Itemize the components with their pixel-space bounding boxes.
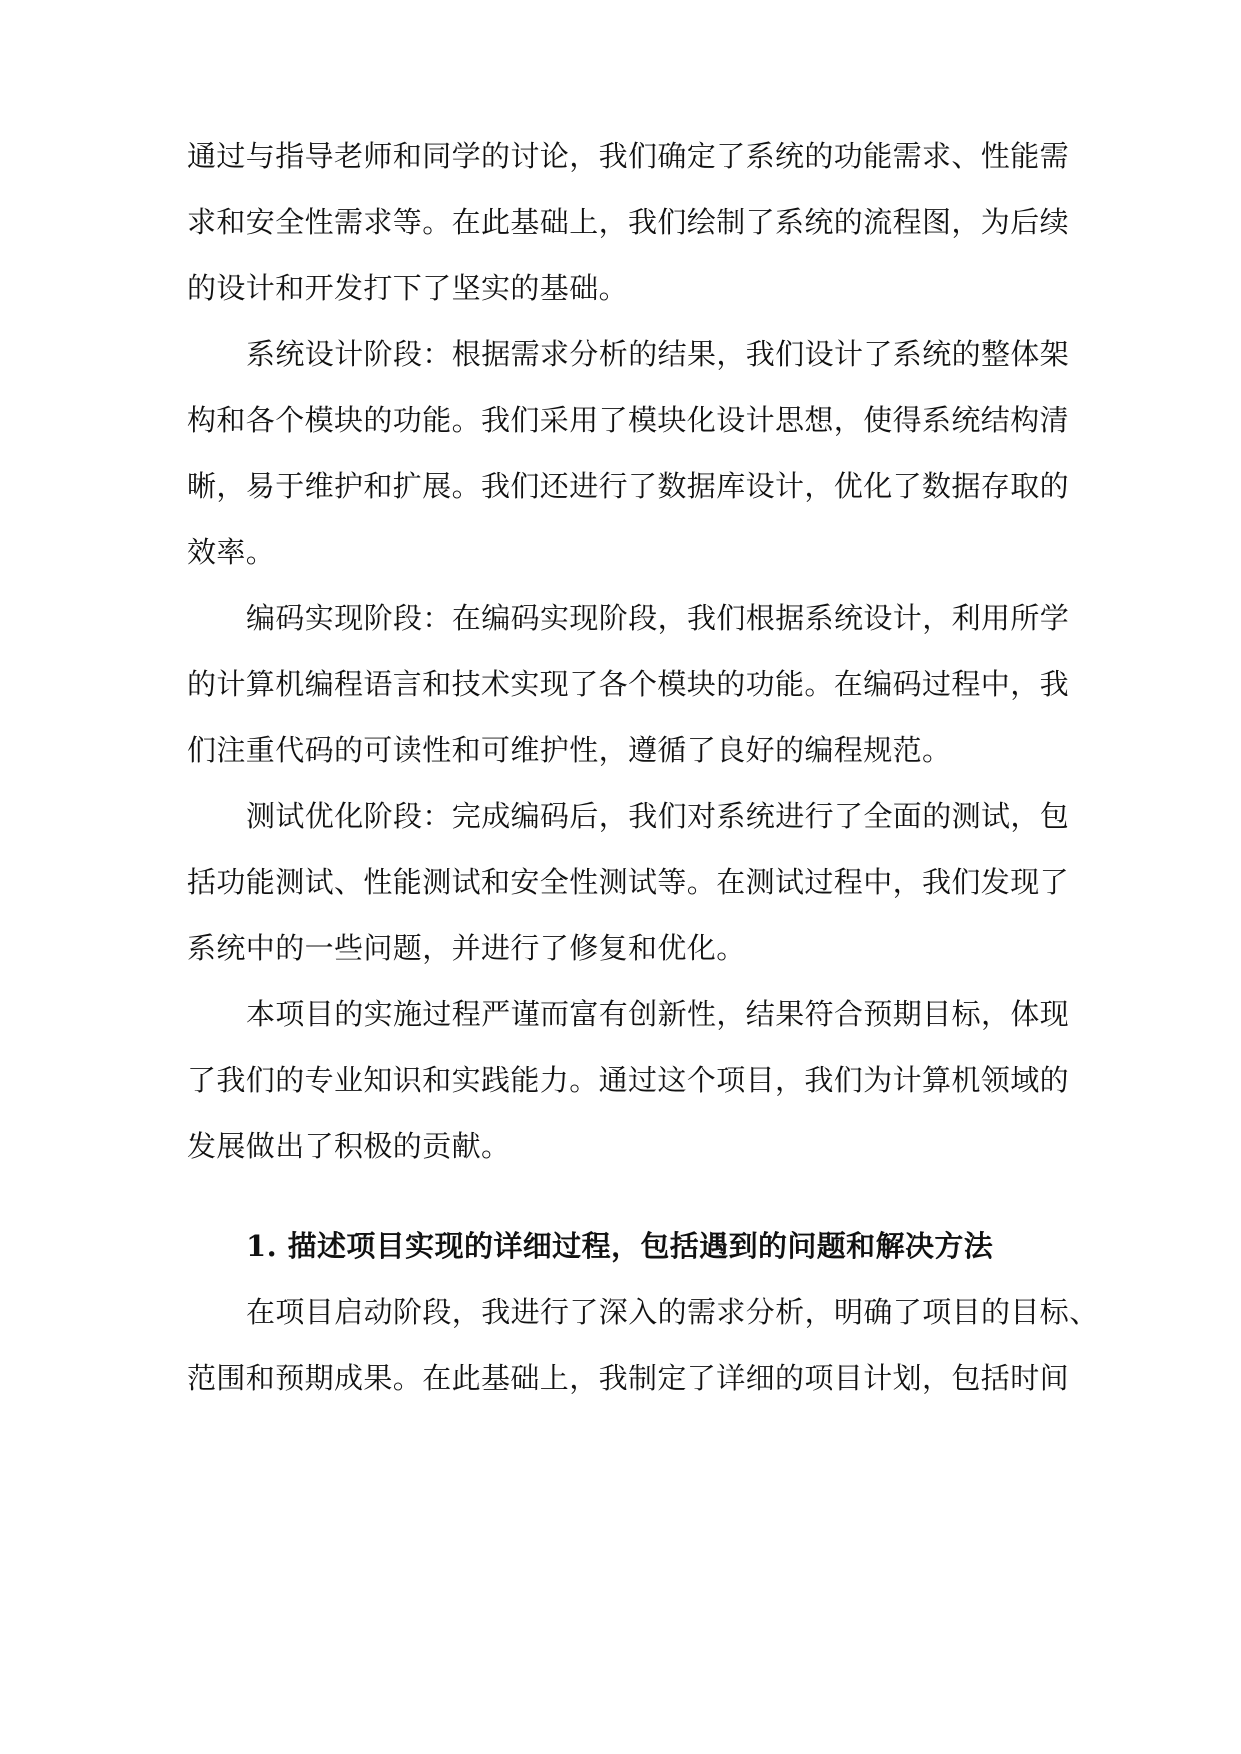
- paragraph-line: 括功能测试、性能测试和安全性测试等。在测试过程中，我们发现了: [187, 865, 1070, 899]
- paragraph-line: 发展做出了积极的贡献。: [187, 1129, 511, 1163]
- section-heading: 1. 描述项目实现的详细过程，包括遇到的问题和解决方法: [246, 1229, 994, 1263]
- paragraph-line: 的计算机编程语言和技术实现了各个模块的功能。在编码过程中，我: [187, 667, 1070, 701]
- paragraph-line: 们注重代码的可读性和可维护性，遵循了良好的编程规范。: [187, 733, 952, 767]
- paragraph-line: 在项目启动阶段，我进行了深入的需求分析，明确了项目的目标、: [246, 1295, 1099, 1329]
- paragraph-line: 测试优化阶段：完成编码后，我们对系统进行了全面的测试，包: [246, 799, 1070, 833]
- paragraph-line: 晰，易于维护和扩展。我们还进行了数据库设计，优化了数据存取的: [187, 469, 1070, 503]
- paragraph-line: 效率。: [187, 535, 276, 569]
- paragraph-line: 编码实现阶段：在编码实现阶段，我们根据系统设计，利用所学: [246, 601, 1070, 635]
- paragraph-line: 求和安全性需求等。在此基础上，我们绘制了系统的流程图，为后续: [187, 205, 1070, 239]
- paragraph-line: 了我们的专业知识和实践能力。通过这个项目，我们为计算机领域的: [187, 1063, 1070, 1097]
- paragraph-line: 系统中的一些问题，并进行了修复和优化。: [187, 931, 746, 965]
- paragraph-line: 本项目的实施过程严谨而富有创新性，结果符合预期目标，体现: [246, 997, 1070, 1031]
- paragraph-line: 构和各个模块的功能。我们采用了模块化设计思想，使得系统结构清: [187, 403, 1070, 437]
- paragraph-line: 通过与指导老师和同学的讨论，我们确定了系统的功能需求、性能需: [187, 139, 1070, 173]
- paragraph-line: 范围和预期成果。在此基础上，我制定了详细的项目计划，包括时间: [187, 1361, 1070, 1395]
- paragraph-line: 系统设计阶段：根据需求分析的结果，我们设计了系统的整体架: [246, 337, 1070, 371]
- paragraph-line: 的设计和开发打下了坚实的基础。: [187, 271, 629, 305]
